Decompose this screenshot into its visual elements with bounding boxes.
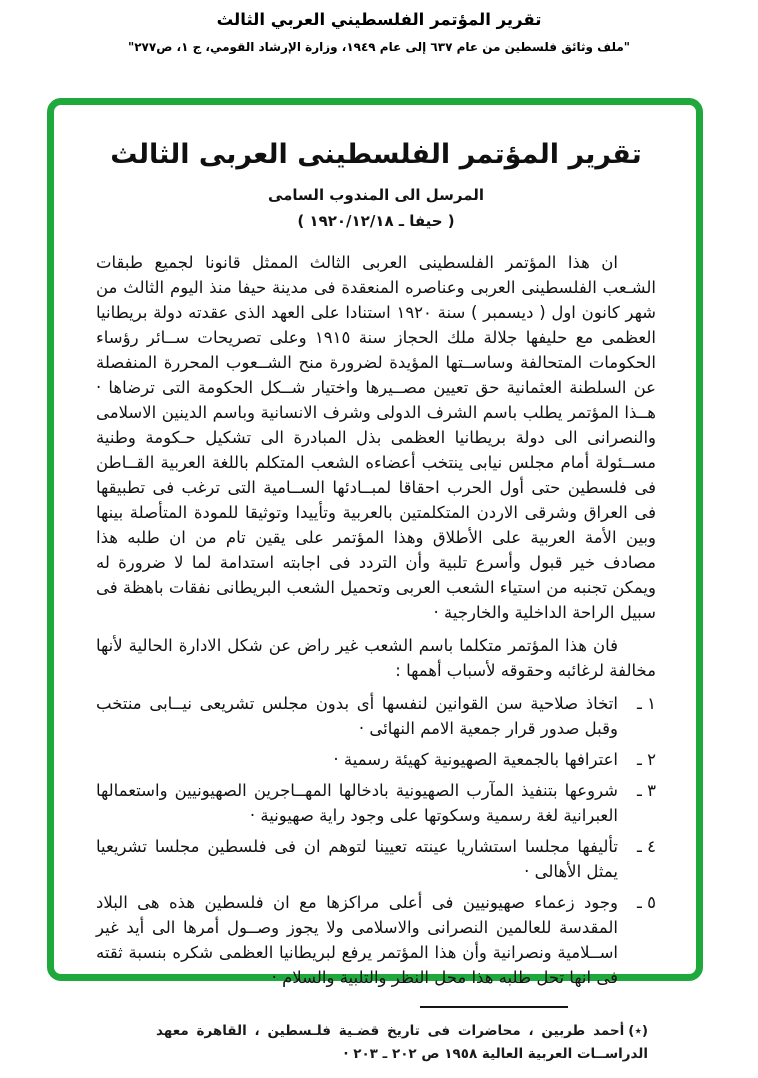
list-item [96, 890, 656, 990]
item-number: ٢ ـ [637, 750, 656, 769]
document-addressee: المرسل الى المندوب السامى [267, 186, 485, 204]
document-place-date: ( حيفا ـ ١٩٢٠/١٢/١٨ ) [297, 212, 455, 230]
footnote-marker: (٭) [628, 1023, 648, 1039]
document-scan [54, 105, 696, 1066]
item-text: اتخاذ صلاحية سن القوانين لنفسها أى بدون مجلس تشريعى نيــابى منتخب وقبل صدور قرار جمعية الامم النهائى · [96, 694, 618, 738]
body-paragraph-1: ان هذا المؤتمر الفلسطينى العربى الثالث الممثل قانونا لجميع طبقات الشـعب الفلسطينى العربى وعناصره المنعقدة فى مدينة حيفا منذ اليوم الثالث من شهر كانون اول ( ديسمبر ) سنة ١٩٢٠ استنادا على العهد الذى عقدته دولة بريطانيا العظمى مع حليفها جلالة ملك الحجاز سنة ١٩١٥ وعلى تصريحات ســائر رؤساء الحكومات المتحالفة وساســتها المؤيدة لضرورة منح الشــعوب المحررة المنفصلة عن السلطنة العثمانية حق تعيين مصــيرها واختيار شــكل الحكومة التى ترضاها · هــذا المؤتمر يطلب باسم الشرف الدولى وشرف الانسانية وباسم الدينين الاسلامى والنصرانى الى دولة بريطانيا العظمى بذل المبادرة الى تشكيل حـكومة وطنية مســئولة أمام مجلس نيابى ينتخب أعضاءه الشعب المتكلم باللغة العربية القــاطن فى فلسطين حتى أول الحرب احقاقا لمبــادئها الســامية التى ترغب فى تطبيقها فى العراق وشرقى الاردن المتكلمتين بالعربية وتأييدا وتوثيقا للمودة المتأصلة بينها وبين الأمة العربية على الأطلاق وهذا المؤتمر على يقين تام من ان طلبه هذا مصادف خير قبول وأسرع تلبية وأن التردد فى اجابته استدامة لما لا ضرورة له ويمكن تجنبه من استياء الشعب العربى وتحميل الشعب البريطانى نفقات باهظة فى سبيل الراحة الداخلية والخارجية · [96, 253, 657, 622]
body-paragraph-2: فان هذا المؤتمر متكلما باسم الشعب غير راض عن شكل الادارة الحالية لأنها مخالفة لرغائبه وحقوقه لأسباب أهمها : [96, 636, 656, 680]
item-number: ٣ ـ [637, 781, 656, 800]
item-number: ٤ ـ [637, 837, 656, 856]
list-item [96, 834, 656, 884]
source-citation: "ملف وثائق فلسطين من عام ٦٣٧ إلى عام ١٩٤٩، وزارة الإرشاد القومي، ج ١، ص٢٧٧" [127, 40, 631, 54]
list-item [96, 778, 656, 828]
page-title: تقرير المؤتمر الفلسطيني العربي الثالث [216, 10, 542, 29]
document-frame [47, 98, 703, 1062]
item-text: شروعها بتنفيذ المآرب الصهيونية بادخالها المهــاجرين الصهيونيين واستعمالها العبرانية لغة رسمية وسكوتها على وجود راية صهيونية · [96, 781, 618, 825]
document-title: تقرير المؤتمر الفلسطينى العربى الثالث [110, 139, 642, 170]
footnote [156, 1020, 648, 1066]
numbered-list [96, 691, 656, 990]
footnote-separator [420, 1006, 568, 1008]
item-text: اعترافها بالجمعية الصهيونية كهيئة رسمية · [333, 750, 618, 769]
item-number: ١ ـ [637, 694, 656, 713]
item-text: تأليفها مجلسا استشاريا عينته تعيينا لتوهم ان فى فلسطين مجلسا تشريعيا يمثل الأهالى · [96, 837, 618, 881]
item-number: ٥ ـ [637, 893, 656, 912]
item-text: وجود زعماء صهيونيين فى أعلى مراكزها مع ان فلسطين هذه هى البلاد المقدسة للعالمين النصرانى والاسلامى ولا يجوز وصــول أمرها الى أيد غير اســلامية ونصرانية وأن هذا المؤتمر يرفع لبريطانيا العظمى شكره بنسبة ثقته فى انها تحل طلبه هذا محل النظر والتلبية والسلام · [96, 893, 618, 987]
list-item [96, 691, 656, 741]
footnote-text: أحمد طربين ، محاضرات فى تاريخ قضـية فلـسطين ، القاهرة معهد الدراســات العربية العالية ١٩٥٨ ص ٢٠٢ ـ ٢٠٣ · [156, 1023, 648, 1062]
list-item [96, 747, 656, 772]
